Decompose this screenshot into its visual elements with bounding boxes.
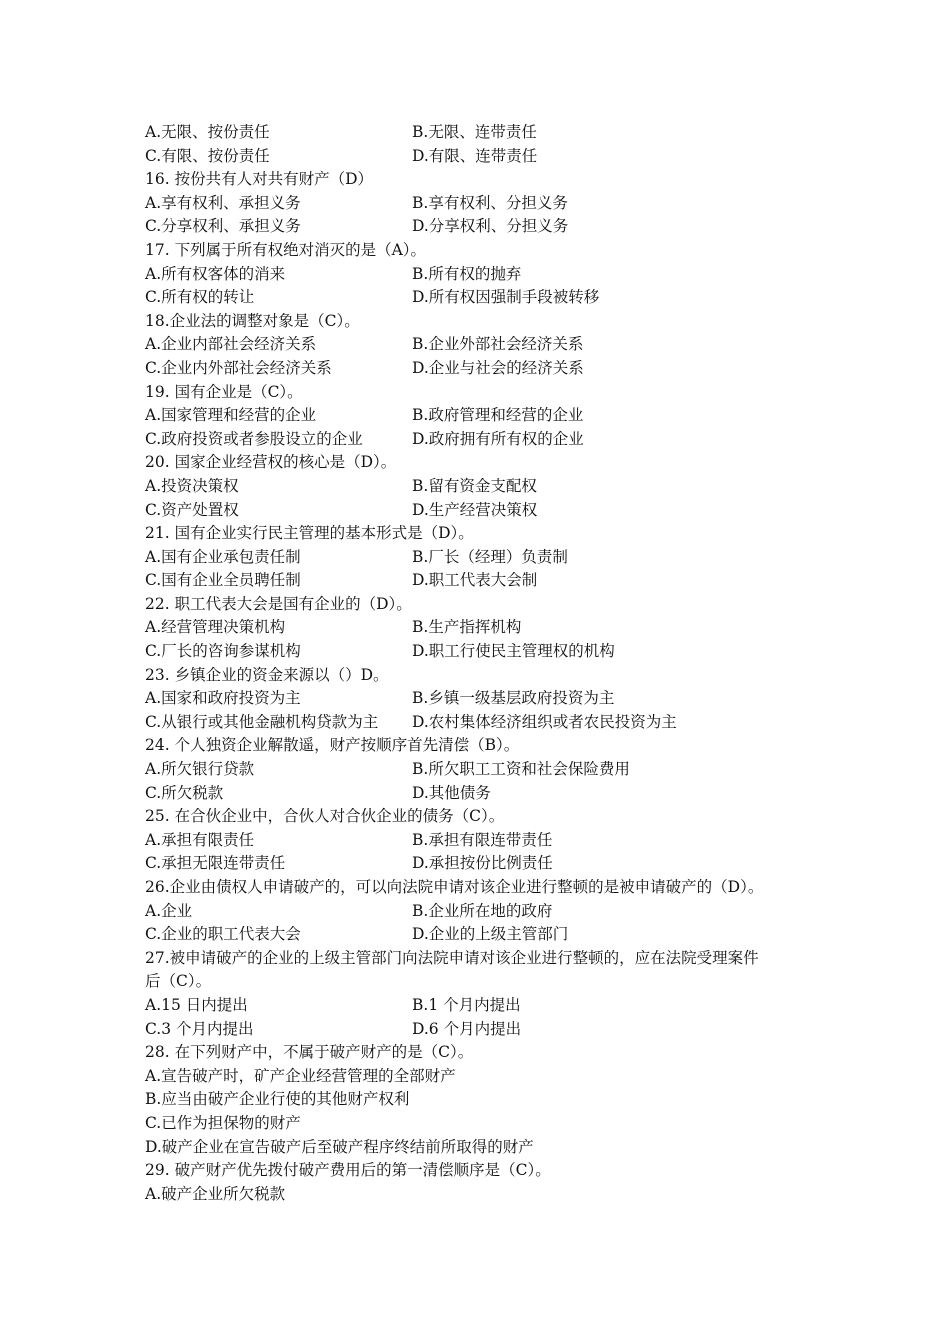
- option-row: [145, 145, 835, 169]
- option-row: [145, 499, 835, 523]
- option-right: B.企业所在地的政府: [412, 901, 553, 920]
- option-left: A.经营管理决策机构: [145, 618, 286, 637]
- option-row: [145, 286, 835, 310]
- option-right: D.农村集体经济组织或者农民投资为主: [412, 712, 677, 731]
- option-right: B.厂长（经理）负责制: [412, 547, 568, 566]
- option-right: B.生产指挥机构: [412, 618, 522, 637]
- option-right: B.所欠职工工资和社会保险费用: [412, 760, 630, 779]
- option-left: C.有限、按份责任: [145, 146, 270, 165]
- option-right: B.政府管理和经营的企业: [412, 406, 584, 425]
- option-row: [145, 357, 835, 381]
- option-left: C.政府投资或者参股设立的企业: [145, 429, 363, 448]
- text-line: 21. 国有企业实行民主管理的基本形式是（D）。: [145, 524, 474, 543]
- text-line: 17. 下列属于所有权绝对消灭的是（A）。: [145, 240, 427, 259]
- option-row: [145, 192, 835, 216]
- option-row: [145, 829, 835, 853]
- option-right: D.其他债务: [412, 783, 491, 802]
- option-left: A.所欠银行贷款: [145, 760, 255, 779]
- option-left: A.无限、按份责任: [145, 123, 270, 141]
- option-row: [145, 404, 835, 428]
- option-row: [145, 782, 835, 806]
- text-line: 23. 乡镇企业的资金来源以（）D。: [145, 665, 389, 684]
- option-right: D.所有权因强制手段被转移: [412, 288, 600, 307]
- text-line: A.宣告破产时，矿产企业经营管理的全部财产: [145, 1066, 456, 1085]
- option-row: [145, 994, 835, 1018]
- option-right: D.分享权利、分担义务: [412, 217, 569, 236]
- option-right: D.有限、连带责任: [412, 146, 538, 165]
- option-row: [145, 263, 835, 287]
- option-left: A.15 日内提出: [145, 995, 248, 1014]
- option-right: B.留有资金支配权: [412, 476, 537, 495]
- option-right: D.承担按份比例责任: [412, 854, 553, 873]
- option-left: A.享有权利、承担义务: [145, 193, 301, 212]
- option-left: A.投资决策权: [145, 476, 239, 495]
- text-line: 22. 职工代表大会是国有企业的（D）。: [145, 594, 412, 613]
- text-line: 26.企业由债权人申请破产的，可以向法院申请对该企业进行整顿的是被申请破产的（D）。: [145, 878, 764, 896]
- option-row: [145, 428, 835, 452]
- option-left: A.国家管理和经营的企业: [145, 406, 317, 425]
- option-row: [145, 333, 835, 357]
- text-line: A.破产企业所欠税款: [145, 1184, 286, 1203]
- text-line: 28. 在下列财产中，不属于破产财产的是（C）。: [145, 1043, 474, 1062]
- option-left: A.企业: [145, 901, 193, 920]
- option-right: B.享有权利、分担义务: [412, 193, 568, 212]
- text-line: 20. 国家企业经营权的核心是（D）。: [145, 453, 397, 472]
- option-row: [145, 546, 835, 570]
- document-page: [145, 121, 835, 1206]
- option-left: C.所有权的转让: [145, 288, 255, 307]
- option-right: B.承担有限连带责任: [412, 830, 553, 849]
- option-right: B.乡镇一级基层政府投资为主: [412, 689, 615, 708]
- text-line: D.破产企业在宣告破产后至破产程序终结前所取得的财产: [145, 1137, 534, 1156]
- option-right: D.企业的上级主管部门: [412, 925, 569, 944]
- option-right: B.1 个月内提出: [412, 995, 521, 1014]
- option-row: [145, 900, 835, 924]
- option-right: D.生产经营决策权: [412, 500, 538, 519]
- option-right: B.无限、连带责任: [412, 123, 537, 141]
- text-line: 后（C）。: [145, 972, 212, 991]
- option-right: D.政府拥有所有权的企业: [412, 429, 584, 448]
- text-line: 27.被申请破产的企业的上级主管部门向法院申请对该企业进行整顿的，应在法院受理案件: [145, 948, 759, 967]
- option-left: C.厂长的咨询参谋机构: [145, 642, 301, 661]
- text-line: 29. 破产财产优先拨付破产费用后的第一清偿顺序是（C）。: [145, 1161, 551, 1180]
- option-row: [145, 121, 835, 145]
- option-left: C.从银行或其他金融机构贷款为主: [145, 712, 379, 731]
- option-row: [145, 923, 835, 947]
- option-left: C.企业的职工代表大会: [145, 925, 301, 944]
- text-line: 25. 在合伙企业中，合伙人对合伙企业的债务（C）。: [145, 807, 505, 826]
- option-left: A.企业内部社会经济关系: [145, 335, 317, 354]
- text-line: C.已作为担保物的财产: [145, 1113, 301, 1132]
- option-left: A.承担有限责任: [145, 830, 255, 849]
- option-left: C.国有企业全员聘任制: [145, 571, 301, 590]
- option-left: A.所有权客体的消来: [145, 264, 286, 283]
- option-left: C.承担无限连带责任: [145, 854, 286, 873]
- option-right: D.职工代表大会制: [412, 571, 538, 590]
- option-row: [145, 687, 835, 711]
- option-row: [145, 569, 835, 593]
- option-left: C.资产处置权: [145, 500, 239, 519]
- option-right: B.所有权的抛弃: [412, 264, 522, 283]
- option-row: [145, 616, 835, 640]
- text-line: 24. 个人独资企业解散遥，财产按顺序首先清偿（B）。: [145, 736, 520, 755]
- text-line: 16. 按份共有人对共有财产（D）: [145, 170, 374, 189]
- text-line: 18.企业法的调整对象是（C）。: [145, 311, 360, 330]
- option-row: [145, 758, 835, 782]
- option-row: [145, 1018, 835, 1042]
- option-right: D.6 个月内提出: [412, 1019, 522, 1038]
- text-line: 19. 国有企业是（C）。: [145, 382, 303, 401]
- option-row: [145, 215, 835, 239]
- option-left: A.国有企业承包责任制: [145, 547, 301, 566]
- option-left: C.3 个月内提出: [145, 1019, 254, 1038]
- option-left: C.所欠税款: [145, 783, 224, 802]
- option-row: [145, 640, 835, 664]
- option-row: [145, 711, 835, 735]
- option-left: C.企业内外部社会经济关系: [145, 358, 332, 377]
- option-right: D.企业与社会的经济关系: [412, 358, 584, 377]
- option-right: B.企业外部社会经济关系: [412, 335, 584, 354]
- option-left: A.国家和政府投资为主: [145, 689, 301, 708]
- option-row: [145, 475, 835, 499]
- option-right: D.职工行使民主管理权的机构: [412, 642, 615, 661]
- option-left: C.分享权利、承担义务: [145, 217, 301, 236]
- option-row: [145, 852, 835, 876]
- text-line: B.应当由破产企业行使的其他财产权利: [145, 1090, 410, 1109]
